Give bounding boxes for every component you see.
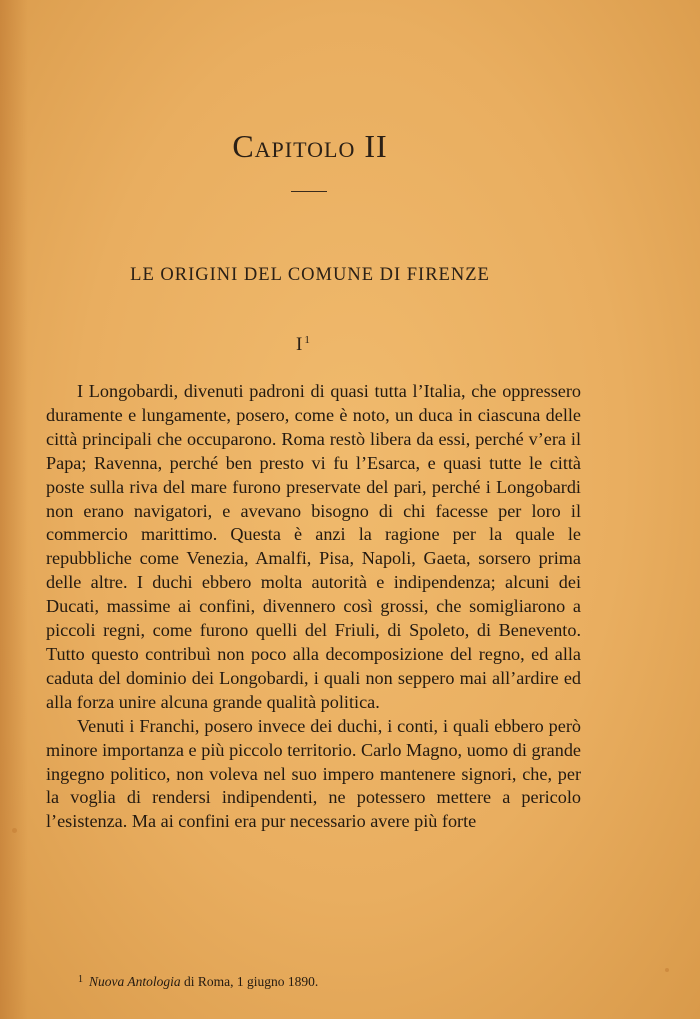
title-divider: [291, 191, 327, 192]
paper-speck: [665, 968, 669, 972]
footnote-text: di Roma, 1 giugno 1890.: [180, 974, 319, 989]
footnote-source: Nuova Antologia: [89, 974, 181, 989]
section-heading: LE ORIGINI DEL COMUNE DI FIRENZE: [130, 265, 490, 285]
footnote: [78, 974, 578, 990]
chapter-title: Capitolo II: [232, 128, 388, 164]
footnote-mark: 1: [78, 974, 83, 985]
paper-speck: [12, 828, 17, 833]
section-number: [296, 334, 310, 356]
body-text: [46, 380, 581, 834]
paragraph: I Longobardi, divenuti padroni di quasi tutta l’Italia, che oppressero duramente e lungamente, posero, come è noto, un duca in ciascuna delle città principali che occuparono. Roma restò libera da essi, perché v’era il Papa; Ravenna, perché ben presto vi fu l’Esarca, e quasi tutte le città poste sulla riva del mare furono preservate del pari, perché i Longobardi non erano navigatori, e avevano bisogno di chi facesse per loro il commercio marittimo. Questa è anzi la ragione per la quale le repubbliche come Venezia, Amalfi, Pisa, Napoli, Gaeta, sorsero prima delle altre. I duchi ebbero molta autorità e indipendenza; alcuni dei Ducati, massime ai confini, divennero così grossi, che somigliarono a piccoli regni, come furono quelli del Friuli, di Spoleto, di Benevento. Tutto questo contribuì non poco alla decomposizione del regno, ed alla caduta del dominio dei Longobardi, i quali non seppero mai all’ardire ed alla forza unire alcuna grande qualità politica.: [46, 381, 581, 712]
paragraph: Venuti i Franchi, posero invece dei duchi, i conti, i quali ebbero però minore importanza e più piccolo territorio. Carlo Magno, uomo di grande ingegno politico, non voleva nel suo impero mantenere signori, che, per la voglia di rendersi indipendenti, ne potessero mettere a pericolo l’esistenza. Ma ai confini era pur necessario avere più forte: [46, 715, 581, 832]
footnote-reference: 1: [304, 334, 310, 346]
section-number-label: I: [296, 334, 303, 355]
